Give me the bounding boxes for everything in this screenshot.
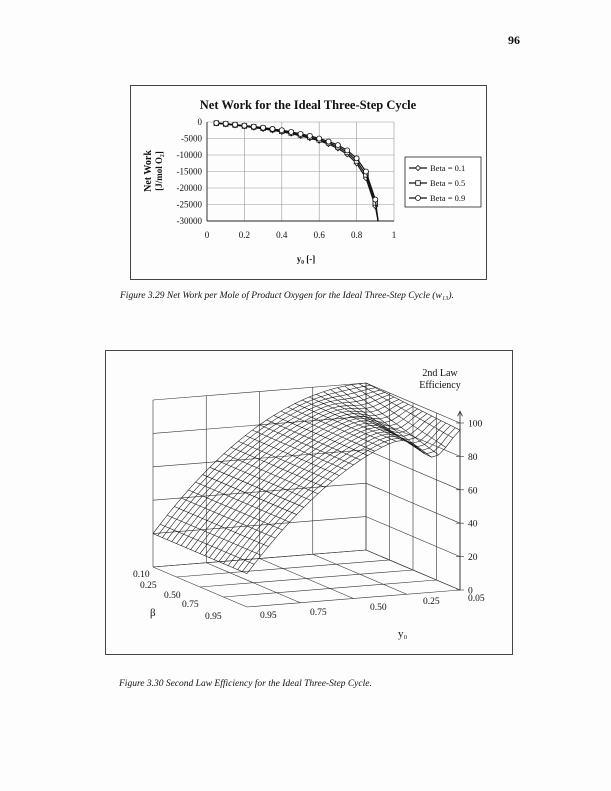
z-tick-label: 100: [468, 419, 483, 430]
legend-label: Beta = 0.9: [430, 193, 466, 203]
surface-line-y0: [167, 515, 261, 555]
y-tick-label: 0: [197, 117, 202, 127]
y0-tick-label: 0.95: [260, 611, 277, 621]
y-tick-label: -10000: [176, 150, 202, 160]
x-tick-label: 0: [204, 230, 210, 240]
surface-line-beta: [242, 428, 455, 572]
floor-gridline: [153, 567, 247, 607]
x-tick-label: 0.6: [313, 230, 325, 240]
surface-line-beta: [233, 423, 446, 568]
x-tick-label: 0.4: [276, 230, 288, 240]
floor-gridline: [260, 559, 354, 599]
x-tick-label: 0.8: [350, 230, 363, 240]
z-tick-label: 40: [468, 519, 478, 530]
beta-tick-label: 0.75: [182, 600, 199, 610]
beta-tick-label: 0.50: [164, 591, 181, 601]
beta-tick-label: 0.10: [133, 570, 150, 580]
y-tick-label: -25000: [176, 199, 202, 210]
floor-gridline: [313, 554, 407, 594]
chart-title: Net Work for the Ideal Three-Step Cycle: [199, 98, 417, 112]
figure-caption-3-29: Figure 3.29 Net Work per Mole of Product Oxygen for the Ideal Three-Step Cycle (w₁₃).: [120, 291, 454, 301]
surface-line-beta: [247, 430, 460, 573]
y0-tick-label: 0.50: [370, 603, 387, 613]
y-tick-label: -20000: [176, 183, 202, 193]
x-axis-label: y₀ [-]: [296, 254, 316, 264]
surface-line-y0: [174, 507, 268, 547]
z-axis-label-line1: 2nd Law: [422, 368, 458, 379]
surface-line-y0: [224, 454, 318, 494]
beta-tick-label: 0.95: [205, 612, 222, 622]
y-tick-label: -5000: [181, 133, 202, 144]
surface-mesh: [153, 383, 460, 574]
y-tick-label: -30000: [176, 216, 202, 226]
floor-gridline: [206, 563, 300, 603]
figure-caption-3-30: Figure 3.30 Second Law Efficiency for the Ideal Three-Step Cycle.: [119, 679, 372, 689]
y0-tick-label: 0.75: [310, 608, 327, 618]
surface-line-y0: [359, 384, 453, 438]
z-tick-label: 80: [468, 452, 478, 463]
y0-axis-label: y₀: [398, 628, 408, 640]
surface-axis-labels: [133, 368, 485, 640]
y-tick-label: -15000: [176, 166, 202, 177]
surface-line-y0: [231, 447, 325, 487]
surface-line-y0: [252, 430, 346, 470]
z-tick-label: 20: [468, 553, 478, 564]
y-axis-label-line2: [J/mol O₂]: [154, 151, 164, 191]
x-tick-label: 0.2: [238, 230, 251, 240]
surface-line-beta: [200, 407, 413, 554]
surface-line-beta: [205, 409, 418, 556]
y-axis-label-line1: Net Work: [143, 150, 154, 192]
page-number: 96: [508, 33, 520, 47]
z-tick-label: 60: [468, 486, 478, 497]
surface-line-beta: [238, 425, 451, 569]
x-tick-label: 1: [391, 230, 397, 240]
beta-tick-label: 0.25: [140, 581, 157, 591]
surface-line-y0: [160, 524, 254, 564]
legend-label: Beta = 0.5: [430, 178, 466, 188]
beta-axis-label: β: [150, 607, 156, 619]
surface-line-beta: [195, 404, 408, 551]
y0-tick-label: 0.05: [468, 594, 485, 604]
surface-line-y0: [181, 498, 275, 538]
z-axis-label-line2: Efficiency: [419, 380, 461, 391]
surface-line-y0: [153, 534, 247, 574]
legend-label: Beta = 0.1: [430, 163, 466, 173]
surface-box-walls: [153, 383, 464, 607]
z-tick-label: 0: [468, 586, 473, 597]
surface-line-y0: [338, 388, 432, 458]
y0-tick-label: 0.25: [423, 597, 440, 607]
